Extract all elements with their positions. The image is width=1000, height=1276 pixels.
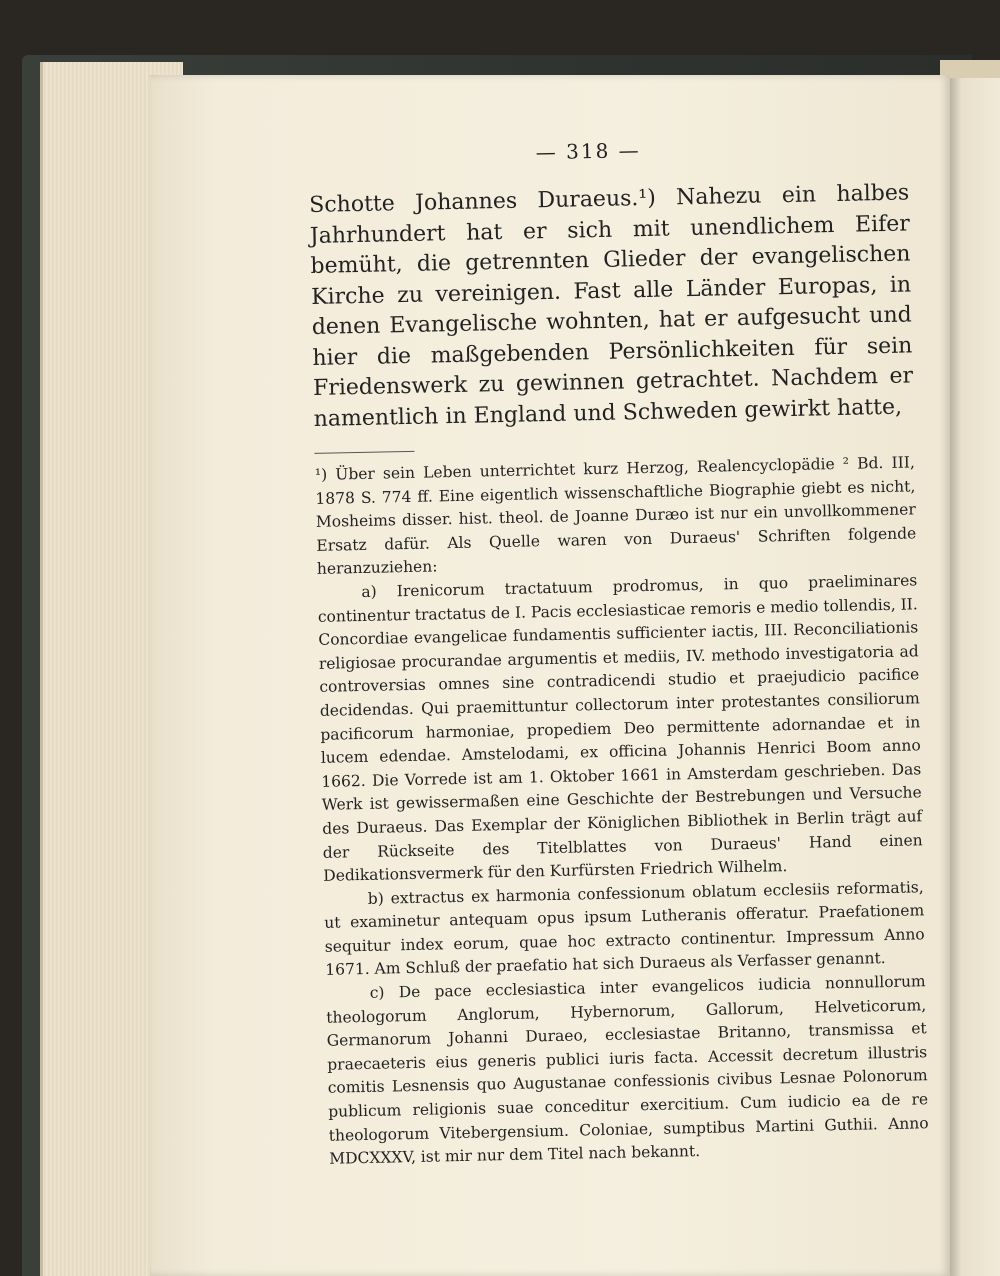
page-text-block xyxy=(308,132,929,1171)
footnote-intro: ¹) Über sein Leben unterrichtet kurz Herzog, Realencyclopädie ² Bd. III, 1878 S. 774 ff. Eine eigentlich wissenschaftliche Biographie giebt es nicht, Mosheims disser. hist. theol. de Joanne Duræo ist nur ein unvollkommener Ersatz dafür. Als Quelle waren von Duraeus' Schriften folgende heranzuziehen: xyxy=(314,453,917,579)
page-number: — 318 — xyxy=(535,138,641,165)
footnote-rule xyxy=(314,451,414,454)
body-paragraph: Schotte Johannes Duraeus.¹) Nahezu ein halbes Jahrhundert hat er sich mit unendlichem Eifer bemüht, die getrennten Glieder der evangelischen Kirche zu vereinigen. Fast alle Länder Europas, in denen Evangelische wohnten, hat er aufgesucht und hier die maßgebenden Persönlichkeiten für sein Friedenswerk zu gewinnen getrachtet. Nachdem er namentlich in England und Schweden gewirkt hatte, xyxy=(309,180,914,432)
facing-page-edge xyxy=(945,78,1000,1276)
footnote-item-a: a) Irenicorum tractatuum prodromus, in quo praeliminares continentur tractatus de I. Pacis ecclesiasticae remoris e medio tollendis, II. Concordiae evangelicae fundamentis sufficienter iactis, III. Reconciliationis religiosae procurandae argumentis et mediis, IV. methodo investigatoria ad controversias omnes sine contradicendi studio et praejudicio pacifice decidendas. Qui praemittuntur collectorum inter protestantes consiliorum pacificorum harmoniae, propediem Deo permittente adornandae et in lucem edendae. Amstelodami, ex officina Johannis Henrici Boom anno 1662. Die Vorrede ist am 1. Oktober 1661 in Amsterdam geschrieben. Das Werk ist gewissermaßen eine Geschichte der Bestrebungen und Versuche des Duraeus. Das Exemplar der Königlichen Bibliothek in Berlin trägt auf der Rückseite des Titelblattes von Duraeus' Hand einen Dedikationsvermerk für den Kurfürsten Friedrich Wilhelm. xyxy=(317,571,923,885)
footnote-item-c: c) De pace ecclesiastica inter evangelicos iudicia nonnullorum theologorum Anglorum, Hybernorum, Gallorum, Helveticorum, Germanorum Johanni Duraeo, ecclesiastae Britanno, transmissa et praecaeteris eius generis publici iuris facta. Accessit decretum illustris comitis Lesnensis quo Augustanae confessionis civibus Lesnae Polonorum publicum religionis suae conceditur exercitium. Cum iudicio ea de re theologorum Vitebergensium. Coloniae, sumptibus Martini Guthii. Anno MDCXXXV, ist mir nur dem Titel nach bekannt. xyxy=(326,972,929,1168)
footnote-item-b: b) extractus ex harmonia confessionum oblatum ecclesiis reformatis, ut examinetur antequam opus ipsum Lutheranis offeratur. Praefationem sequitur index eorum, quae hoc extracto continentur. Impressum Anno 1671. Am Schluß der praefatio hat sich Duraeus als Verfasser genannt. xyxy=(324,877,925,980)
